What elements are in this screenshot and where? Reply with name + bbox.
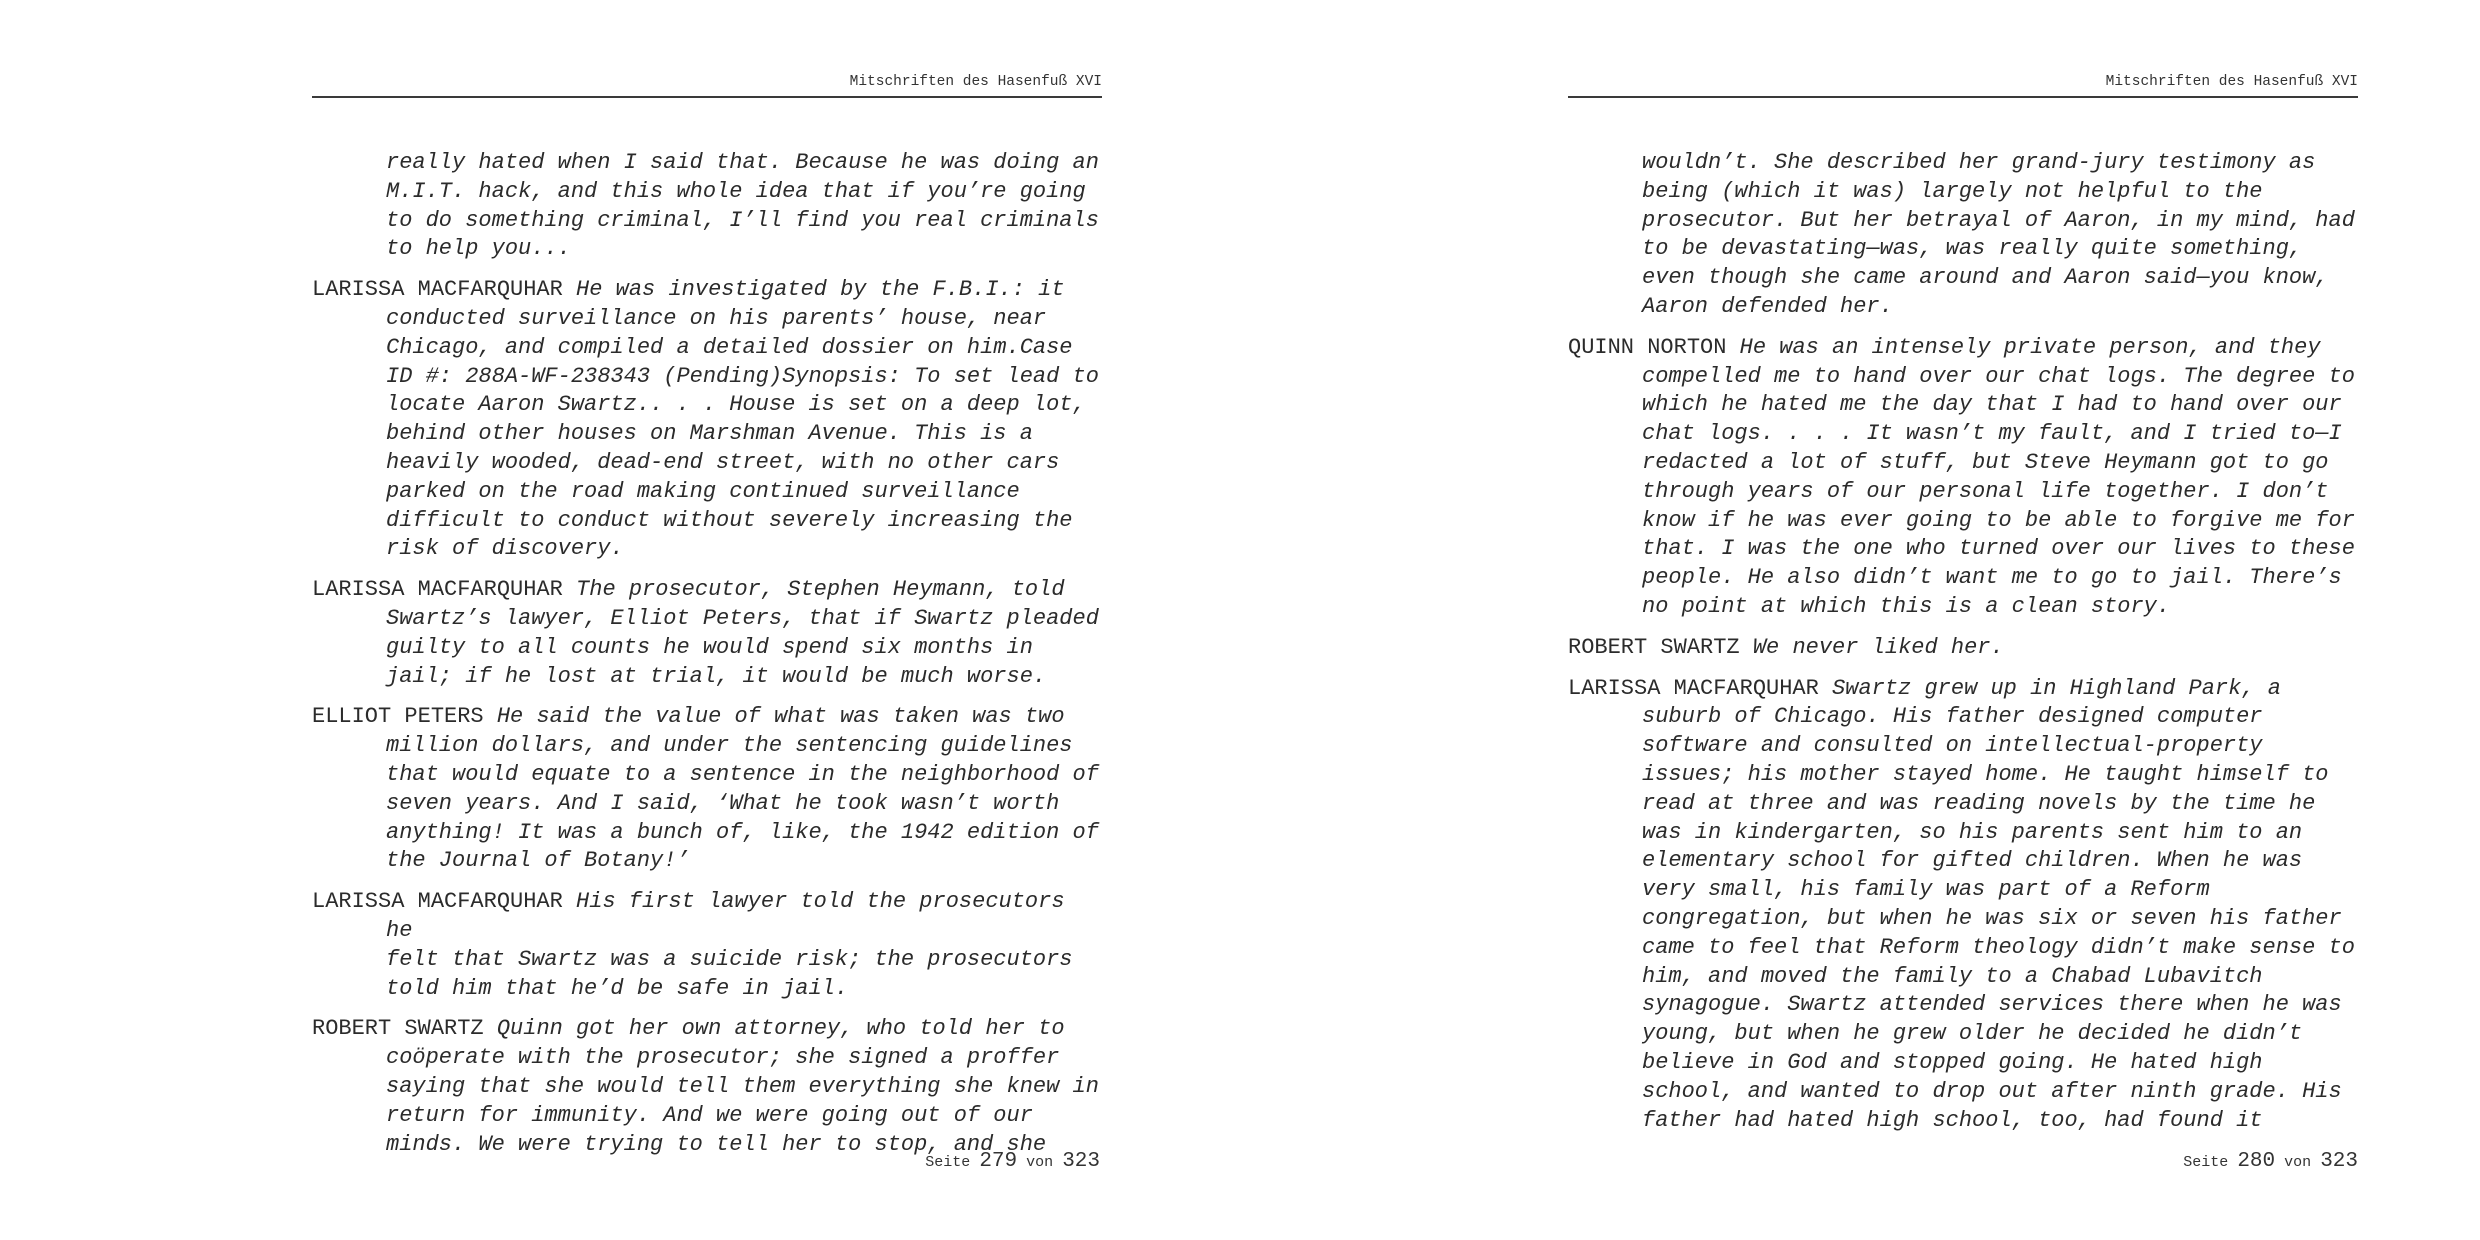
speaker-name: LARISSA MACFARQUHAR: [312, 277, 563, 303]
dialogue-paragraph: [1568, 149, 2358, 322]
paragraph-text: Swartz grew up in Highland Park, a suburb of Chicago. His father designed computer software and consulted on intellectual-property issues; his mother stayed home. He taught himself to read at three and was reading novels by the time he was in kindergarten, so his parents sent him to an elementary school for gifted children. When he was very small, his family was part of a Reform congregation, but when he was six or seven his father came to feel that Reform theology didn’t make sense to him, and moved the family to a Chabad Lubavitch synagogue. Swartz attended services there when he was young, but when he grew older he decided he didn’t believe in God and stopped going. He hated high school, and wanted to drop out after ninth grade. His father had hated high school, too, had found it: [1642, 675, 2355, 1133]
paragraph-text: He said the value of what was taken was two million dollars, and under the sentencing guidelines that would equate to a sentence in the neighborhood of seven years. And I said, ‘What he took wasn’t worth anything! It was a bunch of, like, the 1942 edition of the Journal of Botany!’: [386, 704, 1099, 874]
paragraph-text: He was investigated by the F.B.I.: it conducted surveillance on his parents’ house, near Chicago, and compiled a detailed dossier on him.Case ID #: 288A-WF-238343 (Pending)Synopsis: To set lead to locate Aaron Swartz.. . . House is set on a deep lot, behind other houses on Marshman Avenue. This is a heavily wooded, dead-end street, with no other cars parked on the road making continued surveillance difficult to conduct without severely increasing the risk of discovery.: [386, 277, 1099, 562]
dialogue-paragraph: [312, 888, 1102, 1003]
paragraph-text: wouldn’t. She described her grand-jury testimony as being (which it was) largely not helpful to the prosecutor. But her betrayal of Aaron, in my mind, had to be devastating—was, was really quite something, even though she came around and Aaron said—you know, Aaron defended her.: [1642, 150, 2355, 319]
page-content: [1568, 149, 2358, 1147]
dialogue-paragraph: [312, 703, 1102, 876]
footer-prefix: Seite: [925, 1154, 971, 1171]
footer-separator: von: [1026, 1154, 1054, 1171]
right-page: [1240, 0, 2480, 1240]
page-footer: [310, 1150, 1100, 1173]
speaker-name: ROBERT SWARTZ: [312, 1016, 484, 1042]
page-number: 279: [979, 1150, 1018, 1173]
dialogue-paragraph: [1568, 675, 2358, 1136]
page-number: 280: [2237, 1150, 2276, 1173]
dialogue-paragraph: [1568, 334, 2358, 622]
page-content: [312, 149, 1102, 1171]
paragraph-text: really hated when I said that. Because he was doing an M.I.T. hack, and this whole idea that if you’re going to do something criminal, I’ll find you real criminals to help you...: [386, 150, 1099, 262]
footer-prefix: Seite: [2183, 1154, 2229, 1171]
speaker-name: ROBERT SWARTZ: [1568, 634, 1740, 660]
running-header: Mitschriften des Hasenfuß XVI: [312, 72, 1102, 98]
running-header: Mitschriften des Hasenfuß XVI: [1568, 72, 2358, 98]
footer-separator: von: [2284, 1154, 2312, 1171]
speaker-name: LARISSA MACFARQUHAR: [312, 889, 563, 915]
paragraph-text: We never liked her.: [1752, 634, 2004, 660]
dialogue-paragraph: [1568, 634, 2358, 663]
page-footer: [1568, 1150, 2358, 1173]
dialogue-paragraph: [312, 276, 1102, 564]
paragraph-text: He was an intensely private person, and they compelled me to hand over our chat logs. The degree to which he hated me the day that I had to hand over our chat logs. . . . It wasn’t my fault, and I tried to—I redacted a lot of stuff, but Steve Heymann got to go through years of our personal life together. I don’t know if he was ever going to be able to forgive me for that. I was the one who turned over our lives to these people. He also didn’t want me to go to jail. There’s no point at which this is a clean story.: [1642, 334, 2355, 619]
dialogue-paragraph: [312, 1015, 1102, 1159]
paragraph-text: Quinn got her own attorney, who told her to coöperate with the prosecutor; she signed a proffer saying that she would tell them everything she knew in return for immunity. And we were going out of our minds. We were trying to tell her to stop, and she: [386, 1016, 1099, 1157]
paragraph-text: His first lawyer told the prosecutors he felt that Swartz was a suicide risk; the prosecutors told him that he’d be safe in jail.: [386, 889, 1073, 1001]
page-total: 323: [1062, 1150, 1100, 1173]
speaker-name: QUINN NORTON: [1568, 334, 1727, 360]
speaker-name: LARISSA MACFARQUHAR: [312, 577, 563, 603]
dialogue-paragraph: [312, 149, 1102, 264]
page-total: 323: [2320, 1150, 2358, 1173]
paragraph-text: The prosecutor, Stephen Heymann, told Swartz’s lawyer, Elliot Peters, that if Swartz pleaded guilty to all counts he would spend six months in jail; if he lost at trial, it would be much worse.: [386, 577, 1099, 689]
speaker-name: ELLIOT PETERS: [312, 704, 484, 730]
dialogue-paragraph: [312, 576, 1102, 691]
speaker-name: LARISSA MACFARQUHAR: [1568, 675, 1819, 701]
